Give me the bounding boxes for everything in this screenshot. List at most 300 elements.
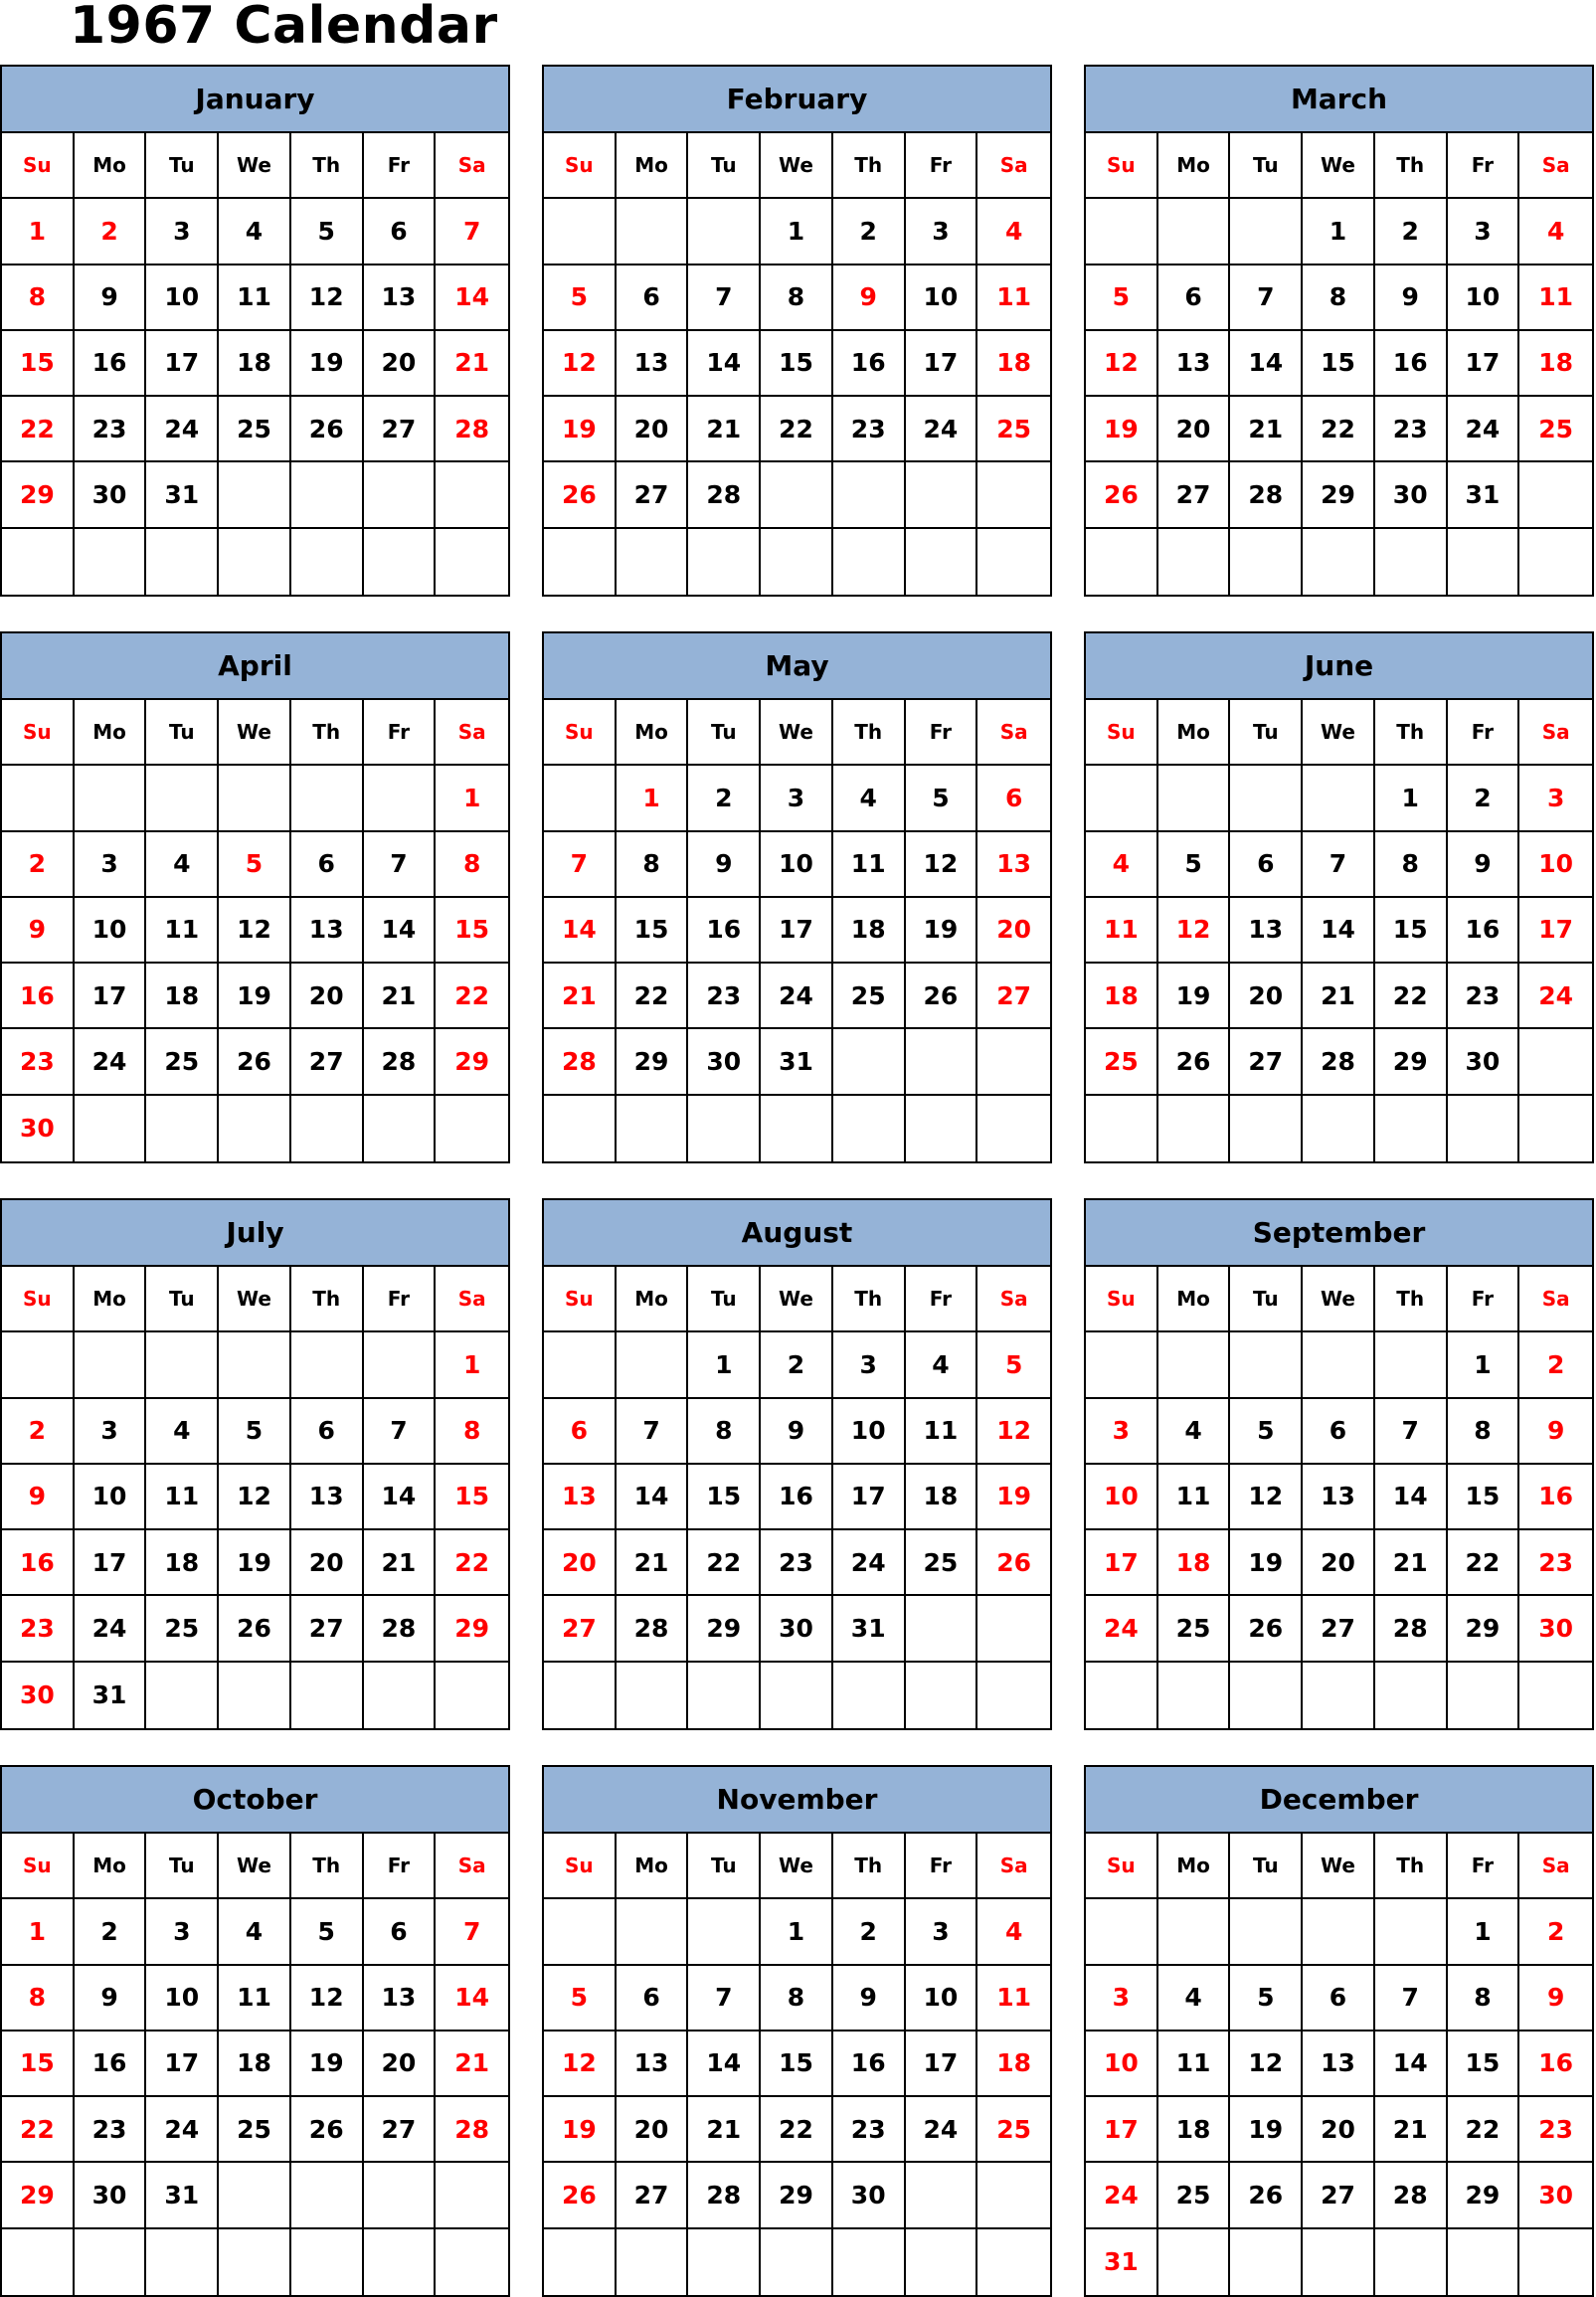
weekday-header: Sa — [977, 133, 1050, 199]
day-cell: 16 — [688, 898, 761, 964]
empty-cell — [761, 1663, 833, 1728]
weekday-header: Th — [291, 1267, 364, 1332]
day-cell: 30 — [2, 1096, 75, 1161]
day-cell: 12 — [1086, 331, 1158, 397]
empty-cell — [761, 2229, 833, 2295]
month-day-grid — [2, 700, 508, 1161]
day-cell: 8 — [1448, 1399, 1520, 1465]
day-cell: 28 — [617, 1596, 689, 1662]
weekday-header: Mo — [75, 1267, 147, 1332]
day-cell: 8 — [1303, 265, 1375, 331]
month-day-grid — [2, 133, 508, 595]
day-cell: 20 — [291, 1530, 364, 1596]
day-cell: 27 — [617, 2163, 689, 2228]
weekday-header: Fr — [364, 1834, 437, 1899]
day-cell: 25 — [1519, 397, 1592, 462]
weekday-header: Fr — [906, 700, 978, 766]
weekday-header: Tu — [146, 1834, 219, 1899]
month-header: May — [544, 633, 1050, 700]
month-header: April — [2, 633, 508, 700]
day-cell: 28 — [544, 1029, 617, 1095]
day-cell: 27 — [364, 2097, 437, 2163]
day-cell: 18 — [906, 1465, 978, 1530]
day-cell: 2 — [1519, 1332, 1592, 1398]
day-cell: 13 — [291, 1465, 364, 1530]
empty-cell — [833, 462, 906, 528]
day-cell: 24 — [1519, 964, 1592, 1029]
page-title: 1967 Calendar — [70, 0, 498, 56]
empty-cell — [977, 1096, 1050, 1161]
day-cell: 6 — [1158, 265, 1231, 331]
day-cell: 14 — [436, 1966, 508, 2032]
month-september — [1084, 1198, 1594, 1730]
empty-cell — [436, 2229, 508, 2295]
empty-cell — [544, 1663, 617, 1728]
day-cell: 1 — [761, 1899, 833, 1965]
day-cell: 5 — [544, 265, 617, 331]
day-cell: 17 — [75, 1530, 147, 1596]
month-day-grid — [544, 1267, 1050, 1728]
empty-cell — [1303, 1096, 1375, 1161]
day-cell: 4 — [1158, 1966, 1231, 2032]
empty-cell — [2, 529, 75, 595]
weekday-header: Tu — [688, 700, 761, 766]
day-cell: 12 — [906, 832, 978, 898]
empty-cell — [219, 1663, 291, 1728]
weekday-header: Tu — [146, 700, 219, 766]
weekday-header: Th — [1375, 700, 1448, 766]
day-cell: 29 — [761, 2163, 833, 2228]
month-header: November — [544, 1767, 1050, 1834]
weekday-header: Mo — [617, 1267, 689, 1332]
empty-cell — [833, 1096, 906, 1161]
empty-cell — [1303, 1332, 1375, 1398]
day-cell: 25 — [977, 2097, 1050, 2163]
day-cell: 12 — [544, 2032, 617, 2097]
day-cell: 12 — [977, 1399, 1050, 1465]
empty-cell — [977, 462, 1050, 528]
day-cell: 4 — [906, 1332, 978, 1398]
empty-cell — [688, 1899, 761, 1965]
empty-cell — [977, 2229, 1050, 2295]
day-cell: 5 — [1158, 832, 1231, 898]
day-cell: 4 — [146, 832, 219, 898]
empty-cell — [146, 1332, 219, 1398]
day-cell: 14 — [617, 1465, 689, 1530]
empty-cell — [1230, 1663, 1303, 1728]
day-cell: 16 — [1375, 331, 1448, 397]
day-cell: 24 — [906, 2097, 978, 2163]
empty-cell — [1158, 529, 1231, 595]
day-cell: 19 — [977, 1465, 1050, 1530]
day-cell: 6 — [364, 1899, 437, 1965]
day-cell: 24 — [761, 964, 833, 1029]
day-cell: 2 — [1375, 199, 1448, 265]
empty-cell — [1448, 2229, 1520, 2295]
empty-cell — [146, 766, 219, 831]
month-december — [1084, 1765, 1594, 2297]
day-cell: 26 — [219, 1029, 291, 1095]
empty-cell — [2, 2229, 75, 2295]
day-cell: 3 — [1086, 1399, 1158, 1465]
empty-cell — [1519, 1029, 1592, 1095]
empty-cell — [1230, 766, 1303, 831]
day-cell: 28 — [1375, 2163, 1448, 2228]
day-cell: 19 — [219, 964, 291, 1029]
day-cell: 26 — [544, 462, 617, 528]
day-cell: 4 — [146, 1399, 219, 1465]
empty-cell — [833, 1663, 906, 1728]
empty-cell — [544, 199, 617, 265]
day-cell: 4 — [1158, 1399, 1231, 1465]
weekday-header: Fr — [364, 700, 437, 766]
day-cell: 3 — [1519, 766, 1592, 831]
empty-cell — [1086, 199, 1158, 265]
empty-cell — [291, 2163, 364, 2228]
empty-cell — [1086, 1899, 1158, 1965]
weekday-header: Su — [2, 1267, 75, 1332]
day-cell: 13 — [1158, 331, 1231, 397]
day-cell: 27 — [291, 1029, 364, 1095]
month-june — [1084, 631, 1594, 1163]
day-cell: 17 — [833, 1465, 906, 1530]
day-cell: 20 — [1303, 2097, 1375, 2163]
day-cell: 29 — [2, 462, 75, 528]
empty-cell — [1086, 529, 1158, 595]
weekday-header: Fr — [364, 1267, 437, 1332]
day-cell: 20 — [364, 2032, 437, 2097]
day-cell: 23 — [1375, 397, 1448, 462]
empty-cell — [1158, 1332, 1231, 1398]
month-day-grid — [544, 1834, 1050, 2295]
day-cell: 30 — [75, 462, 147, 528]
day-cell: 3 — [146, 1899, 219, 1965]
weekday-header: Mo — [1158, 133, 1231, 199]
weekday-header: Su — [1086, 700, 1158, 766]
empty-cell — [75, 766, 147, 831]
empty-cell — [906, 2229, 978, 2295]
month-day-grid — [2, 1267, 508, 1728]
day-cell: 1 — [2, 1899, 75, 1965]
weekday-header: Mo — [75, 1834, 147, 1899]
day-cell: 13 — [1303, 2032, 1375, 2097]
empty-cell — [291, 1096, 364, 1161]
weekday-header: We — [761, 1267, 833, 1332]
day-cell: 26 — [1158, 1029, 1231, 1095]
day-cell: 4 — [977, 1899, 1050, 1965]
empty-cell — [219, 2229, 291, 2295]
day-cell: 22 — [761, 397, 833, 462]
empty-cell — [1519, 1663, 1592, 1728]
weekday-header: Th — [1375, 133, 1448, 199]
day-cell: 8 — [436, 1399, 508, 1465]
day-cell: 15 — [1375, 898, 1448, 964]
day-cell: 10 — [75, 898, 147, 964]
empty-cell — [436, 2163, 508, 2228]
empty-cell — [688, 199, 761, 265]
day-cell: 6 — [291, 832, 364, 898]
day-cell: 11 — [977, 265, 1050, 331]
weekday-header: Su — [544, 133, 617, 199]
day-cell: 17 — [1519, 898, 1592, 964]
day-cell: 2 — [2, 1399, 75, 1465]
day-cell: 25 — [219, 397, 291, 462]
weekday-header: Tu — [688, 133, 761, 199]
day-cell: 4 — [1519, 199, 1592, 265]
day-cell: 29 — [688, 1596, 761, 1662]
day-cell: 11 — [1519, 265, 1592, 331]
day-cell: 18 — [219, 2032, 291, 2097]
day-cell: 3 — [1086, 1966, 1158, 2032]
day-cell: 19 — [544, 397, 617, 462]
day-cell: 19 — [544, 2097, 617, 2163]
day-cell: 29 — [1448, 1596, 1520, 1662]
month-august — [542, 1198, 1052, 1730]
empty-cell — [436, 1663, 508, 1728]
month-day-grid — [1086, 1834, 1592, 2295]
day-cell: 21 — [1375, 2097, 1448, 2163]
day-cell: 9 — [833, 265, 906, 331]
empty-cell — [1158, 766, 1231, 831]
day-cell: 27 — [1230, 1029, 1303, 1095]
day-cell: 9 — [1448, 832, 1520, 898]
month-header: August — [544, 1200, 1050, 1267]
day-cell: 3 — [1448, 199, 1520, 265]
day-cell: 8 — [1448, 1966, 1520, 2032]
weekday-header: We — [1303, 1267, 1375, 1332]
empty-cell — [1375, 1899, 1448, 1965]
empty-cell — [1303, 2229, 1375, 2295]
empty-cell — [146, 1663, 219, 1728]
weekday-header: We — [1303, 700, 1375, 766]
empty-cell — [977, 529, 1050, 595]
empty-cell — [1375, 1663, 1448, 1728]
day-cell: 11 — [146, 898, 219, 964]
day-cell: 30 — [688, 1029, 761, 1095]
day-cell: 18 — [1086, 964, 1158, 1029]
month-january — [0, 65, 510, 597]
day-cell: 26 — [291, 397, 364, 462]
day-cell: 29 — [436, 1029, 508, 1095]
empty-cell — [291, 1663, 364, 1728]
day-cell: 23 — [833, 397, 906, 462]
day-cell: 14 — [436, 265, 508, 331]
day-cell: 2 — [2, 832, 75, 898]
day-cell: 2 — [75, 199, 147, 265]
weekday-header: Th — [833, 1834, 906, 1899]
empty-cell — [219, 766, 291, 831]
day-cell: 31 — [1448, 462, 1520, 528]
month-header: June — [1086, 633, 1592, 700]
day-cell: 30 — [2, 1663, 75, 1728]
day-cell: 27 — [617, 462, 689, 528]
day-cell: 4 — [219, 1899, 291, 1965]
day-cell: 28 — [364, 1029, 437, 1095]
day-cell: 7 — [436, 1899, 508, 1965]
day-cell: 18 — [1519, 331, 1592, 397]
month-header: December — [1086, 1767, 1592, 1834]
month-day-grid — [1086, 133, 1592, 595]
weekday-header: Sa — [977, 1834, 1050, 1899]
day-cell: 24 — [75, 1029, 147, 1095]
month-october — [0, 1765, 510, 2297]
empty-cell — [761, 1096, 833, 1161]
empty-cell — [906, 2163, 978, 2228]
day-cell: 19 — [1230, 2097, 1303, 2163]
day-cell: 22 — [1303, 397, 1375, 462]
day-cell: 26 — [291, 2097, 364, 2163]
month-day-grid — [1086, 1267, 1592, 1728]
empty-cell — [1158, 1663, 1231, 1728]
empty-cell — [364, 2229, 437, 2295]
weekday-header: We — [761, 1834, 833, 1899]
day-cell: 21 — [1375, 1530, 1448, 1596]
month-april — [0, 631, 510, 1163]
day-cell: 23 — [688, 964, 761, 1029]
day-cell: 25 — [1086, 1029, 1158, 1095]
day-cell: 21 — [544, 964, 617, 1029]
day-cell: 28 — [688, 462, 761, 528]
day-cell: 17 — [761, 898, 833, 964]
weekday-header: Su — [2, 1834, 75, 1899]
day-cell: 30 — [1519, 2163, 1592, 2228]
weekday-header: Tu — [688, 1834, 761, 1899]
empty-cell — [146, 2229, 219, 2295]
day-cell: 7 — [436, 199, 508, 265]
day-cell: 5 — [977, 1332, 1050, 1398]
day-cell: 14 — [688, 2032, 761, 2097]
day-cell: 16 — [75, 2032, 147, 2097]
weekday-header: We — [1303, 133, 1375, 199]
day-cell: 13 — [617, 2032, 689, 2097]
day-cell: 3 — [833, 1332, 906, 1398]
day-cell: 2 — [833, 1899, 906, 1965]
empty-cell — [977, 1029, 1050, 1095]
day-cell: 25 — [906, 1530, 978, 1596]
day-cell: 27 — [1158, 462, 1231, 528]
weekday-header: Mo — [617, 1834, 689, 1899]
empty-cell — [1375, 2229, 1448, 2295]
empty-cell — [1230, 2229, 1303, 2295]
day-cell: 7 — [688, 1966, 761, 2032]
empty-cell — [1375, 1096, 1448, 1161]
day-cell: 12 — [1230, 1465, 1303, 1530]
day-cell: 14 — [544, 898, 617, 964]
day-cell: 18 — [1158, 2097, 1231, 2163]
day-cell: 5 — [906, 766, 978, 831]
empty-cell — [761, 462, 833, 528]
empty-cell — [977, 2163, 1050, 2228]
weekday-header: Fr — [906, 1267, 978, 1332]
day-cell: 9 — [1519, 1966, 1592, 2032]
day-cell: 19 — [1230, 1530, 1303, 1596]
day-cell: 21 — [436, 2032, 508, 2097]
empty-cell — [1230, 1332, 1303, 1398]
day-cell: 1 — [688, 1332, 761, 1398]
weekday-header: Fr — [906, 133, 978, 199]
day-cell: 14 — [1375, 2032, 1448, 2097]
day-cell: 6 — [617, 1966, 689, 2032]
day-cell: 6 — [1303, 1399, 1375, 1465]
day-cell: 19 — [291, 331, 364, 397]
empty-cell — [291, 462, 364, 528]
day-cell: 4 — [219, 199, 291, 265]
day-cell: 6 — [617, 265, 689, 331]
empty-cell — [1303, 1899, 1375, 1965]
day-cell: 13 — [977, 832, 1050, 898]
weekday-header: Fr — [1448, 1834, 1520, 1899]
day-cell: 27 — [364, 397, 437, 462]
weekday-header: Mo — [1158, 700, 1231, 766]
day-cell: 10 — [906, 1966, 978, 2032]
day-cell: 14 — [1303, 898, 1375, 964]
day-cell: 13 — [617, 331, 689, 397]
day-cell: 24 — [1448, 397, 1520, 462]
empty-cell — [75, 1096, 147, 1161]
day-cell: 5 — [219, 1399, 291, 1465]
day-cell: 1 — [436, 766, 508, 831]
day-cell: 12 — [1158, 898, 1231, 964]
weekday-header: We — [219, 1267, 291, 1332]
weekday-header: Mo — [75, 133, 147, 199]
day-cell: 26 — [977, 1530, 1050, 1596]
day-cell: 12 — [219, 1465, 291, 1530]
empty-cell — [1230, 529, 1303, 595]
day-cell: 28 — [1230, 462, 1303, 528]
empty-cell — [544, 2229, 617, 2295]
empty-cell — [291, 529, 364, 595]
day-cell: 17 — [146, 2032, 219, 2097]
day-cell: 20 — [1230, 964, 1303, 1029]
day-cell: 26 — [219, 1596, 291, 1662]
day-cell: 1 — [1375, 766, 1448, 831]
day-cell: 7 — [364, 832, 437, 898]
weekday-header: We — [761, 700, 833, 766]
day-cell: 31 — [1086, 2229, 1158, 2295]
empty-cell — [1303, 766, 1375, 831]
day-cell: 22 — [436, 1530, 508, 1596]
day-cell: 1 — [1303, 199, 1375, 265]
day-cell: 7 — [617, 1399, 689, 1465]
day-cell: 28 — [436, 397, 508, 462]
weekday-header: Fr — [906, 1834, 978, 1899]
day-cell: 26 — [1230, 1596, 1303, 1662]
day-cell: 18 — [146, 964, 219, 1029]
empty-cell — [1519, 1096, 1592, 1161]
day-cell: 21 — [1230, 397, 1303, 462]
day-cell: 9 — [688, 832, 761, 898]
weekday-header: We — [219, 1834, 291, 1899]
empty-cell — [364, 462, 437, 528]
day-cell: 4 — [833, 766, 906, 831]
day-cell: 10 — [906, 265, 978, 331]
empty-cell — [75, 529, 147, 595]
day-cell: 15 — [2, 2032, 75, 2097]
day-cell: 5 — [291, 199, 364, 265]
day-cell: 20 — [617, 397, 689, 462]
empty-cell — [906, 1096, 978, 1161]
day-cell: 21 — [436, 331, 508, 397]
weekday-header: Th — [291, 1834, 364, 1899]
month-march — [1084, 65, 1594, 597]
weekday-header: Th — [833, 133, 906, 199]
empty-cell — [977, 1663, 1050, 1728]
month-header: March — [1086, 67, 1592, 133]
day-cell: 11 — [906, 1399, 978, 1465]
day-cell: 29 — [1375, 1029, 1448, 1095]
weekday-header: Su — [1086, 133, 1158, 199]
day-cell: 11 — [146, 1465, 219, 1530]
